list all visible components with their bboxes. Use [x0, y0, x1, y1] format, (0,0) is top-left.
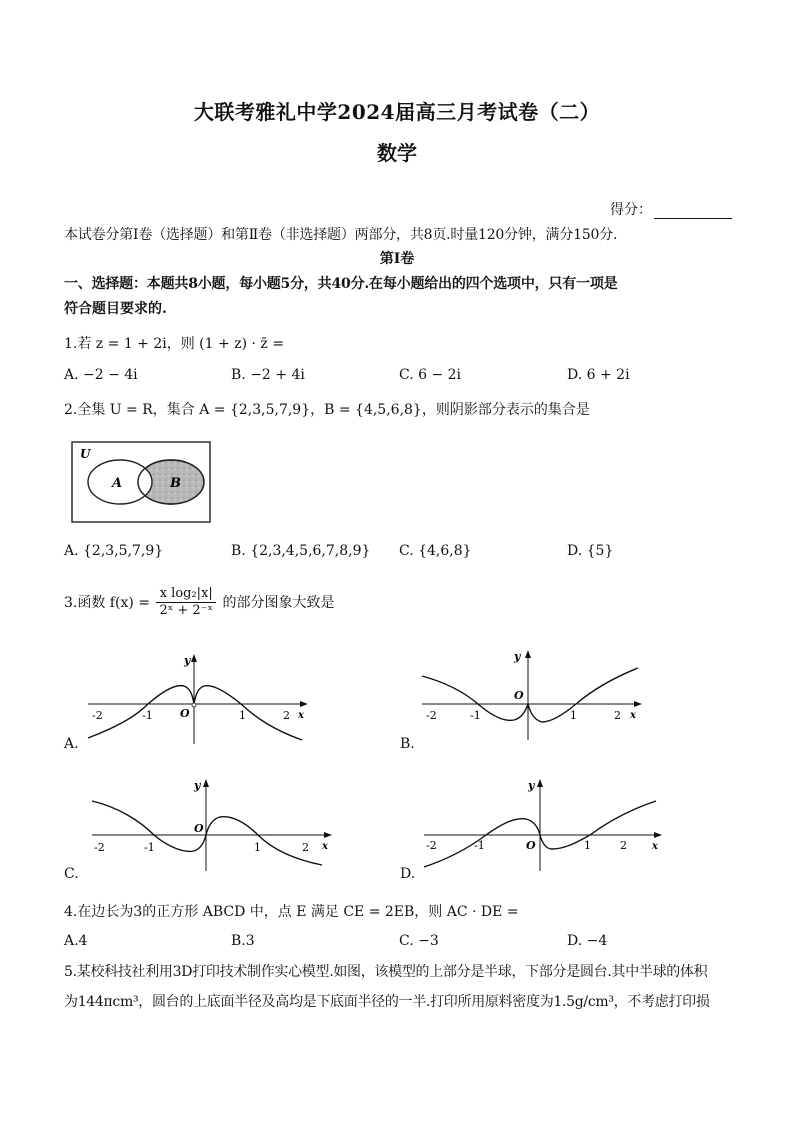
q2-option-d: D. {5}: [567, 543, 614, 559]
graph-c-y-label: y: [194, 779, 201, 792]
exam-title: 大联考雅礼中学2024届高三月考试卷（二）: [193, 100, 601, 124]
subject-title: 数学: [377, 141, 417, 165]
q3-fraction-denominator: 2ˣ + 2⁻ˣ: [159, 603, 214, 619]
graph-a-tick-2: 2: [283, 709, 290, 722]
graph-d-tick-2: 2: [620, 839, 627, 852]
graph-d: [420, 773, 670, 873]
graph-a: [84, 650, 314, 746]
graph-d-x-label: x: [652, 841, 658, 852]
graph-a-tick-1: 1: [239, 709, 246, 722]
q1-stem: 1.若 z = 1 + 2i，则 (1 + z) · z̄ =: [64, 336, 284, 352]
q2-option-a: A. {2,3,5,7,9}: [64, 543, 164, 559]
graph-c-x-label: x: [322, 841, 328, 852]
q4-option-d: D. −4: [567, 933, 608, 949]
graph-c-curve: [92, 801, 322, 865]
graph-c-label: C.: [64, 866, 79, 882]
q4-option-c: C. −3: [399, 933, 439, 949]
graph-d-y-label: y: [528, 779, 535, 792]
q3-fraction: [156, 586, 216, 620]
q1-option-d: D. 6 + 2i: [567, 367, 630, 383]
graph-c-tick-neg1: -1: [144, 841, 155, 854]
graph-c: [88, 773, 338, 873]
q3-stem-suffix: 的部分图象大致是: [222, 594, 335, 611]
part1-title: 第Ⅰ卷: [379, 251, 415, 267]
graph-c-tick-1: 1: [254, 841, 261, 854]
graph-d-tick-neg1: -1: [474, 839, 485, 852]
graph-d-label: D.: [400, 866, 416, 882]
q4-stem: 4.在边长为3的正方形 ABCD 中，点 E 满足 CE = 2EB，则 AC · DE =: [64, 904, 519, 920]
graph-c-tick-neg2: -2: [94, 841, 105, 854]
graph-a-x-label: x: [298, 710, 304, 721]
graph-b: [418, 646, 648, 742]
section1-line1: 一、选择题：本题共8小题，每小题5分，共40分.在每小题给出的四个选项中，只有一项是: [64, 276, 618, 292]
score-blank: [654, 204, 732, 219]
graph-d-tick-1: 1: [584, 839, 591, 852]
graph-b-curve: [422, 668, 638, 722]
score-field: [610, 199, 732, 219]
graph-a-y-label: y: [184, 654, 191, 667]
q3-fraction-numerator: x log₂|x|: [156, 586, 216, 603]
graph-c-origin: O: [194, 822, 204, 835]
q4-option-b: B.3: [231, 933, 255, 949]
q5-line1: 5.某校科技社利用3D打印技术制作实心模型.如图，该模型的上部分是半球，下部分是圆台.其中半球的体积: [64, 964, 708, 980]
set-b-label: B: [170, 476, 181, 491]
graph-b-tick-neg1: -1: [470, 709, 481, 722]
graph-a-tick-neg1: -1: [142, 709, 153, 722]
q1-option-b: B. −2 + 4i: [231, 367, 305, 383]
q4-option-a: A.4: [64, 933, 88, 949]
graph-b-tick-neg2: -2: [426, 709, 437, 722]
q3-stem: [64, 586, 335, 620]
q5-line2: 为144πcm³，圆台的上底面半径及高均是下底面半径的一半.打印所用原料密度为1.5g/cm³，不考虑打印损: [64, 994, 710, 1010]
graph-d-origin: O: [526, 839, 536, 852]
graph-b-y-label: y: [514, 650, 521, 663]
graph-b-origin: O: [514, 689, 524, 702]
universe-label: U: [80, 447, 91, 461]
score-label: 得分：: [610, 202, 652, 218]
venn-diagram: [68, 436, 216, 528]
graph-b-tick-1: 1: [570, 709, 577, 722]
intro-text: 本试卷分第Ⅰ卷（选择题）和第Ⅱ卷（非选择题）两部分，共8页.时量120分钟，满分150分.: [64, 227, 618, 243]
graph-b-tick-2: 2: [614, 709, 621, 722]
graph-a-label: A.: [64, 736, 79, 752]
q2-stem: 2.全集 U = R，集合 A = {2,3,5,7,9}，B = {4,5,6,8}，则阴影部分表示的集合是: [64, 402, 590, 418]
graph-b-x-label: x: [630, 710, 636, 721]
graph-d-tick-neg2: -2: [426, 839, 437, 852]
graph-a-origin: O: [180, 707, 190, 720]
set-a-label: A: [112, 476, 123, 491]
graph-c-tick-2: 2: [302, 841, 309, 854]
q3-stem-prefix: 3.函数 f(x) =: [64, 594, 150, 611]
q2-option-b: B. {2,3,4,5,6,7,8,9}: [231, 543, 371, 559]
q1-option-c: C. 6 − 2i: [399, 367, 462, 383]
graph-a-tick-neg2: -2: [92, 709, 103, 722]
q2-option-c: C. {4,6,8}: [399, 543, 472, 559]
section1-line2: 符合题目要求的.: [64, 301, 167, 317]
graph-b-label: B.: [400, 736, 415, 752]
graph-a-curve: [88, 686, 302, 740]
q1-option-a: A. −2 − 4i: [64, 367, 138, 383]
